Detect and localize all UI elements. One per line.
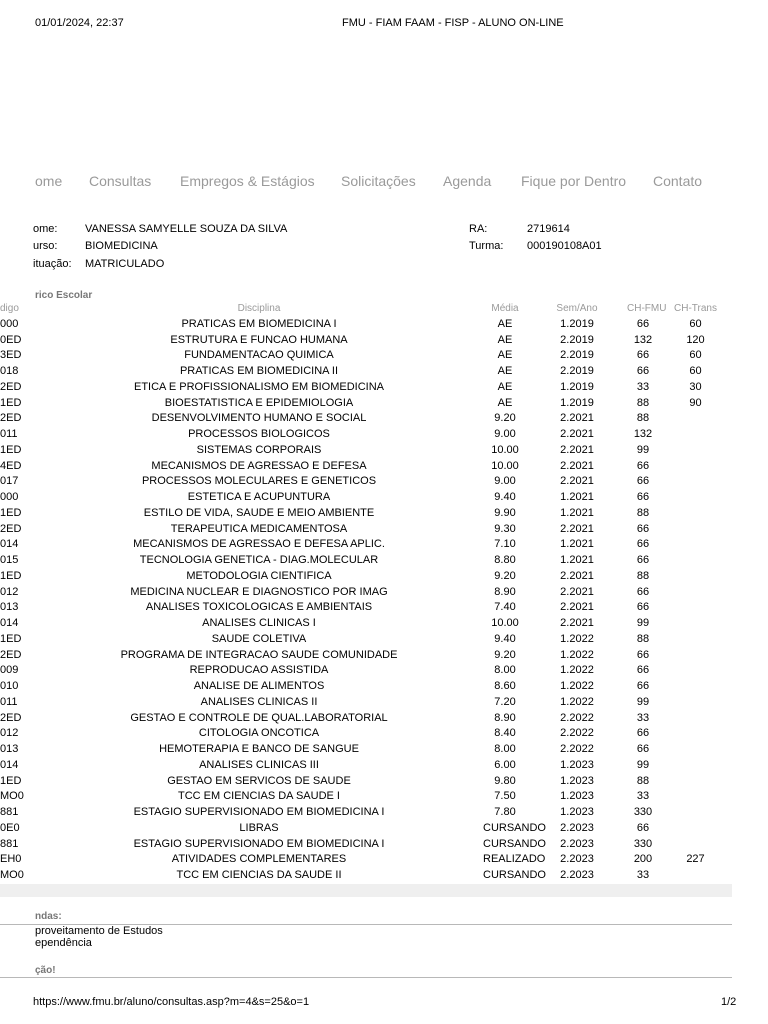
row-disciplina: ANALISES CLINICAS I xyxy=(202,617,316,630)
row-sem-ano: 1.2019 xyxy=(560,317,594,330)
row-codigo: 1ED xyxy=(0,569,22,582)
row-ch-fmu: 33 xyxy=(636,380,650,393)
row-sem-ano: 1.2023 xyxy=(560,806,594,819)
nome-label: ome: xyxy=(33,223,58,235)
row-codigo: 017 xyxy=(0,475,19,488)
row-disciplina: PROGRAMA DE INTEGRACAO SAUDE COMUNIDADE xyxy=(120,648,398,661)
row-ch-fmu: 66 xyxy=(636,821,650,834)
row-sem-ano: 2.2023 xyxy=(560,869,594,882)
row-media: 9.90 xyxy=(494,506,516,519)
row-sem-ano: 1.2022 xyxy=(560,680,594,693)
row-sem-ano: 2.2023 xyxy=(560,837,594,850)
row-media: 8.00 xyxy=(494,664,516,677)
row-ch-trans: 60 xyxy=(689,365,702,378)
row-codigo: MO0 xyxy=(0,790,24,803)
row-disciplina: FUNDAMENTACAO QUIMICA xyxy=(184,349,334,362)
row-sem-ano: 2.2021 xyxy=(560,459,594,472)
row-ch-trans xyxy=(659,458,732,474)
table-row xyxy=(0,615,732,631)
row-media: AE xyxy=(497,396,513,409)
row-codigo: 014 xyxy=(0,758,19,771)
row-sem-ano: 2.2021 xyxy=(560,617,594,630)
row-codigo: 1ED xyxy=(0,443,22,456)
row-codigo: 1ED xyxy=(0,632,22,645)
row-ch-trans xyxy=(659,552,732,568)
row-disciplina: PROCESSOS MOLECULARES E GENETICOS xyxy=(141,475,377,488)
row-media: CURSANDO xyxy=(483,821,546,834)
nav-item-fique-por-dentro[interactable]: Fique por Dentro xyxy=(521,173,627,189)
row-sem-ano: 1.2022 xyxy=(560,664,594,677)
row-sem-ano: 2.2022 xyxy=(560,727,594,740)
row-codigo: 4ED xyxy=(0,459,22,472)
row-ch-trans xyxy=(659,678,732,694)
row-disciplina: PRATICAS EM BIOMEDICINA II xyxy=(179,365,339,378)
col-codigo: digo xyxy=(0,303,19,314)
row-media: 8.80 xyxy=(494,554,516,567)
row-ch-trans xyxy=(659,537,732,553)
row-ch-trans xyxy=(659,867,732,883)
row-ch-trans xyxy=(659,726,732,742)
row-sem-ano: 1.2019 xyxy=(560,396,594,409)
row-codigo: 2ED xyxy=(0,380,22,393)
row-codigo: 1ED xyxy=(0,506,22,519)
row-codigo: 012 xyxy=(0,585,19,598)
table-row xyxy=(0,348,732,364)
row-sem-ano: 2.2019 xyxy=(560,365,594,378)
curso-label: urso: xyxy=(33,240,58,252)
table-row xyxy=(0,852,732,868)
row-media: 8.00 xyxy=(494,743,516,756)
row-sem-ano: 2.2021 xyxy=(560,428,594,441)
row-codigo: MO0 xyxy=(0,869,24,882)
table-row xyxy=(0,426,732,442)
row-codigo: 2ED xyxy=(0,522,22,535)
table-row xyxy=(0,584,732,600)
legend-title: ndas: xyxy=(35,911,62,922)
table-row xyxy=(0,379,732,395)
row-media: AE xyxy=(497,333,513,346)
row-ch-fmu: 66 xyxy=(636,349,650,362)
row-codigo: 010 xyxy=(0,680,19,693)
row-sem-ano: 2.2023 xyxy=(560,821,594,834)
table-row xyxy=(0,552,732,568)
row-sem-ano: 2.2021 xyxy=(560,601,594,614)
row-sem-ano: 1.2023 xyxy=(560,774,594,787)
row-media: 9.30 xyxy=(494,522,516,535)
table-row xyxy=(0,474,732,490)
row-media: AE xyxy=(497,317,513,330)
row-ch-fmu: 99 xyxy=(636,758,650,771)
row-codigo: 011 xyxy=(0,428,18,441)
nav-item-solicitacoes[interactable]: Solicitações xyxy=(341,173,416,189)
row-ch-trans xyxy=(659,631,732,647)
row-media: 10.00 xyxy=(491,443,519,456)
legend-item: ependência xyxy=(35,937,92,949)
row-ch-trans xyxy=(659,505,732,521)
row-codigo: 018 xyxy=(0,365,19,378)
table-row xyxy=(0,442,732,458)
row-codigo: 012 xyxy=(0,727,19,740)
row-ch-fmu: 66 xyxy=(636,317,650,330)
row-ch-trans xyxy=(659,426,732,442)
row-codigo: 1ED xyxy=(0,396,22,409)
row-disciplina: TCC EM CIENCIAS DA SAUDE II xyxy=(176,869,342,882)
row-disciplina: MEDICINA NUCLEAR E DIAGNOSTICO POR IMAG xyxy=(130,585,388,598)
turma-value: 000190108A01 xyxy=(527,240,602,252)
row-media: 9.40 xyxy=(494,491,516,504)
table-row xyxy=(0,741,732,757)
row-ch-trans: 60 xyxy=(689,317,702,330)
row-codigo: 2ED xyxy=(0,648,22,661)
col-disciplina: Disciplina xyxy=(237,303,281,314)
row-disciplina: TECNOLOGIA GENETICA - DIAG.MOLECULAR xyxy=(139,554,379,567)
row-disciplina: TERAPEUTICA MEDICAMENTOSA xyxy=(170,522,348,535)
row-media: 9.00 xyxy=(494,428,516,441)
table-row xyxy=(0,726,732,742)
row-sem-ano: 2.2019 xyxy=(560,333,594,346)
table-row xyxy=(0,505,732,521)
table-row xyxy=(0,332,732,348)
row-sem-ano: 2.2021 xyxy=(560,522,594,535)
row-ch-trans xyxy=(659,521,732,537)
row-media: 9.00 xyxy=(494,475,516,488)
row-media: AE xyxy=(497,380,513,393)
row-disciplina: SISTEMAS CORPORAIS xyxy=(196,443,322,456)
row-sem-ano: 1.2022 xyxy=(560,648,594,661)
row-media: AE xyxy=(497,349,513,362)
row-ch-fmu: 66 xyxy=(636,475,650,488)
nome-value: VANESSA SAMYELLE SOUZA DA SILVA xyxy=(85,223,288,235)
row-sem-ano: 1.2023 xyxy=(560,758,594,771)
row-ch-trans xyxy=(659,584,732,600)
row-ch-fmu: 66 xyxy=(636,601,650,614)
row-ch-fmu: 132 xyxy=(633,428,653,441)
row-disciplina: ESTAGIO SUPERVISIONADO EM BIOMEDICINA I xyxy=(133,806,385,819)
row-media: 8.40 xyxy=(494,727,516,740)
row-sem-ano: 2.2023 xyxy=(560,853,594,866)
table-row xyxy=(0,789,732,805)
row-codigo: 0ED xyxy=(0,333,22,346)
nav-item-agenda[interactable]: Agenda xyxy=(443,173,492,189)
row-sem-ano: 1.2021 xyxy=(560,491,594,504)
row-ch-fmu: 99 xyxy=(636,443,650,456)
row-sem-ano: 2.2021 xyxy=(560,569,594,582)
row-codigo: 2ED xyxy=(0,412,22,425)
print-url: https://www.fmu.br/aluno/consultas.asp?m=4&s=25&o=1 xyxy=(33,996,310,1008)
row-sem-ano: 2.2019 xyxy=(560,349,594,362)
atencao-title: ção! xyxy=(35,965,56,976)
row-sem-ano: 1.2021 xyxy=(560,506,594,519)
row-ch-fmu: 200 xyxy=(633,853,653,866)
row-ch-trans xyxy=(659,836,732,852)
row-ch-trans xyxy=(659,647,732,663)
row-ch-trans xyxy=(659,710,732,726)
table-row xyxy=(0,395,732,411)
row-codigo: 009 xyxy=(0,664,19,677)
row-disciplina: ESTILO DE VIDA, SAUDE E MEIO AMBIENTE xyxy=(143,506,375,519)
table-row xyxy=(0,694,732,710)
row-ch-fmu: 88 xyxy=(636,632,650,645)
row-disciplina: GESTAO EM SERVICOS DE SAUDE xyxy=(167,774,351,787)
row-disciplina: ATIVIDADES COMPLEMENTARES xyxy=(171,853,347,866)
row-codigo: 000 xyxy=(0,491,19,504)
row-ch-trans xyxy=(659,694,732,710)
row-media: CURSANDO xyxy=(483,837,546,850)
table-row xyxy=(0,773,732,789)
row-media: 9.20 xyxy=(494,569,516,582)
row-media: 10.00 xyxy=(491,459,519,472)
row-disciplina: HEMOTERAPIA E BANCO DE SANGUE xyxy=(159,743,359,756)
row-disciplina: ANALISES TOXICOLOGICAS E AMBIENTAIS xyxy=(145,601,373,614)
row-media: 9.20 xyxy=(494,648,516,661)
table-row xyxy=(0,678,732,694)
row-disciplina: BIOESTATISTICA E EPIDEMIOLOGIA xyxy=(164,396,354,409)
row-ch-fmu: 66 xyxy=(636,585,650,598)
row-disciplina: ESTRUTURA E FUNCAO HUMANA xyxy=(170,333,348,346)
table-row xyxy=(0,363,732,379)
row-disciplina: LIBRAS xyxy=(239,821,279,834)
row-ch-fmu: 99 xyxy=(636,695,650,708)
row-ch-trans xyxy=(659,442,732,458)
table-row xyxy=(0,631,732,647)
turma-label: Turma: xyxy=(469,240,504,252)
table-row xyxy=(0,316,732,332)
row-codigo: 0E0 xyxy=(0,821,20,834)
row-ch-fmu: 66 xyxy=(636,365,650,378)
row-ch-fmu: 66 xyxy=(636,680,650,693)
row-disciplina: REPRODUCAO ASSISTIDA xyxy=(189,664,329,677)
nav-item-contato[interactable]: Contato xyxy=(653,173,703,189)
row-ch-fmu: 33 xyxy=(636,790,650,803)
row-ch-trans xyxy=(659,773,732,789)
table-row xyxy=(0,804,732,820)
col-ch-fmu: CH-FMU xyxy=(627,303,667,314)
row-ch-fmu: 66 xyxy=(636,491,650,504)
row-codigo: 011 xyxy=(0,695,18,708)
row-codigo: 013 xyxy=(0,743,19,756)
row-ch-fmu: 88 xyxy=(636,396,650,409)
row-ch-trans xyxy=(659,789,732,805)
nav-item-empregos-estagios[interactable]: Empregos & Estágios xyxy=(180,173,315,189)
row-sem-ano: 1.2021 xyxy=(560,538,594,551)
row-ch-fmu: 66 xyxy=(636,743,650,756)
table-row xyxy=(0,458,732,474)
row-media: 6.00 xyxy=(494,758,516,771)
row-media: 7.50 xyxy=(494,790,516,803)
row-media: 10.00 xyxy=(491,617,519,630)
row-ch-trans xyxy=(659,615,732,631)
grades-table xyxy=(0,301,732,883)
legend-item: proveitamento de Estudos xyxy=(35,925,163,937)
row-codigo: 014 xyxy=(0,538,19,551)
table-footer-bar xyxy=(0,884,732,897)
table-row xyxy=(0,600,732,616)
row-ch-fmu: 66 xyxy=(636,648,650,661)
row-ch-trans xyxy=(659,757,732,773)
row-codigo: 000 xyxy=(0,317,19,330)
row-ch-fmu: 66 xyxy=(636,459,650,472)
row-media: 7.20 xyxy=(494,695,516,708)
row-disciplina: PROCESSOS BIOLOGICOS xyxy=(188,428,330,441)
row-sem-ano: 1.2019 xyxy=(560,380,594,393)
row-media: REALIZADO xyxy=(483,853,546,866)
row-ch-trans: 120 xyxy=(686,333,705,346)
row-ch-fmu: 99 xyxy=(636,617,650,630)
row-ch-fmu: 88 xyxy=(636,774,650,787)
col-sem-ano: Sem/Ano xyxy=(556,303,598,314)
print-page-number: 1/2 xyxy=(721,996,737,1008)
row-ch-trans: 30 xyxy=(689,380,702,393)
row-ch-fmu: 88 xyxy=(636,506,650,519)
ra-label: RA: xyxy=(469,223,488,235)
row-media: 9.40 xyxy=(494,632,516,645)
ra-value: 2719614 xyxy=(527,223,570,235)
row-ch-trans xyxy=(659,489,732,505)
row-media: 9.20 xyxy=(494,412,516,425)
row-ch-trans xyxy=(659,474,732,490)
row-ch-fmu: 33 xyxy=(636,711,650,724)
table-row xyxy=(0,647,732,663)
row-disciplina: MECANISMOS DE AGRESSAO E DEFESA xyxy=(151,459,367,472)
row-ch-fmu: 88 xyxy=(636,412,650,425)
situacao-label: ituação: xyxy=(33,258,72,270)
row-codigo: 881 xyxy=(0,806,19,819)
row-codigo: 2ED xyxy=(0,711,22,724)
row-ch-trans xyxy=(659,820,732,836)
row-codigo: 015 xyxy=(0,554,19,567)
row-disciplina: PRATICAS EM BIOMEDICINA I xyxy=(181,317,337,330)
table-row xyxy=(0,521,732,537)
historico-title: rico Escolar xyxy=(35,290,93,301)
col-ch-trans: CH-Trans xyxy=(674,303,717,314)
row-ch-trans xyxy=(659,804,732,820)
row-sem-ano: 2.2022 xyxy=(560,743,594,756)
row-ch-trans xyxy=(659,663,732,679)
row-disciplina: CITOLOGIA ONCOTICA xyxy=(198,727,320,740)
nav-item-consultas[interactable]: Consultas xyxy=(89,173,152,189)
row-ch-fmu: 132 xyxy=(633,333,653,346)
row-disciplina: ANALISES CLINICAS II xyxy=(200,695,318,708)
table-row xyxy=(0,537,732,553)
row-sem-ano: 2.2021 xyxy=(560,412,594,425)
row-media: 7.80 xyxy=(494,806,516,819)
row-media: 7.10 xyxy=(494,538,516,551)
atencao-divider xyxy=(0,977,732,978)
row-disciplina: MECANISMOS DE AGRESSAO E DEFESA APLIC. xyxy=(133,538,385,551)
row-ch-fmu: 33 xyxy=(636,869,650,882)
row-sem-ano: 2.2022 xyxy=(560,711,594,724)
row-ch-fmu: 330 xyxy=(633,806,653,819)
row-ch-fmu: 66 xyxy=(636,538,650,551)
situacao-value: MATRICULADO xyxy=(85,258,165,270)
row-media: 7.40 xyxy=(494,601,516,614)
nav-item-home[interactable]: ome xyxy=(35,173,63,189)
row-ch-trans: 60 xyxy=(689,349,702,362)
row-ch-trans xyxy=(659,600,732,616)
table-row xyxy=(0,411,732,427)
row-disciplina: TCC EM CIENCIAS DA SAUDE I xyxy=(178,790,340,803)
row-ch-fmu: 88 xyxy=(636,569,650,582)
table-row xyxy=(0,757,732,773)
row-ch-fmu: 330 xyxy=(633,837,653,850)
row-ch-trans: 227 xyxy=(686,853,705,866)
row-disciplina: ESTAGIO SUPERVISIONADO EM BIOMEDICINA I xyxy=(133,837,385,850)
row-disciplina: METODOLOGIA CIENTIFICA xyxy=(186,569,332,582)
row-codigo: 1ED xyxy=(0,774,22,787)
row-ch-trans xyxy=(659,568,732,584)
curso-value: BIOMEDICINA xyxy=(85,240,158,252)
row-disciplina: GESTAO E CONTROLE DE QUAL.LABORATORIAL xyxy=(130,711,388,724)
row-media: AE xyxy=(497,365,513,378)
row-disciplina: ANALISES CLINICAS III xyxy=(199,758,319,771)
row-ch-trans xyxy=(659,741,732,757)
row-media: CURSANDO xyxy=(483,869,546,882)
row-media: 9.80 xyxy=(494,774,516,787)
table-row xyxy=(0,663,732,679)
table-row xyxy=(0,836,732,852)
row-sem-ano: 2.2021 xyxy=(560,585,594,598)
row-codigo: EH0 xyxy=(0,853,22,866)
table-row xyxy=(0,568,732,584)
row-disciplina: DESENVOLVIMENTO HUMANO E SOCIAL xyxy=(151,412,367,425)
row-sem-ano: 2.2021 xyxy=(560,475,594,488)
row-disciplina: ESTETICA E ACUPUNTURA xyxy=(187,491,331,504)
row-ch-trans: 90 xyxy=(689,396,702,409)
row-disciplina: ANALISE DE ALIMENTOS xyxy=(193,680,325,693)
row-ch-trans xyxy=(659,411,732,427)
row-disciplina: ETICA E PROFISSIONALISMO EM BIOMEDICINA xyxy=(134,380,384,393)
table-row xyxy=(0,710,732,726)
print-page-title: FMU - FIAM FAAM - FISP - ALUNO ON-LINE xyxy=(342,17,564,29)
row-sem-ano: 1.2021 xyxy=(560,554,594,567)
row-media: 8.90 xyxy=(494,711,516,724)
table-row xyxy=(0,867,732,883)
grades-header-row xyxy=(0,301,732,316)
row-codigo: 014 xyxy=(0,617,19,630)
row-sem-ano: 1.2022 xyxy=(560,632,594,645)
row-sem-ano: 1.2022 xyxy=(560,695,594,708)
row-codigo: 013 xyxy=(0,601,19,614)
print-datetime: 01/01/2024, 22:37 xyxy=(35,17,124,29)
row-disciplina: SAUDE COLETIVA xyxy=(211,632,307,645)
col-media: Média xyxy=(491,303,519,314)
row-ch-fmu: 66 xyxy=(636,522,650,535)
row-ch-fmu: 66 xyxy=(636,664,650,677)
row-codigo: 3ED xyxy=(0,349,22,362)
table-row xyxy=(0,489,732,505)
row-media: 8.60 xyxy=(494,680,516,693)
row-sem-ano: 1.2023 xyxy=(560,790,594,803)
row-ch-fmu: 66 xyxy=(636,727,650,740)
row-sem-ano: 2.2021 xyxy=(560,443,594,456)
row-codigo: 881 xyxy=(0,837,19,850)
table-row xyxy=(0,820,732,836)
row-media: 8.90 xyxy=(494,585,516,598)
row-ch-fmu: 66 xyxy=(636,554,650,567)
